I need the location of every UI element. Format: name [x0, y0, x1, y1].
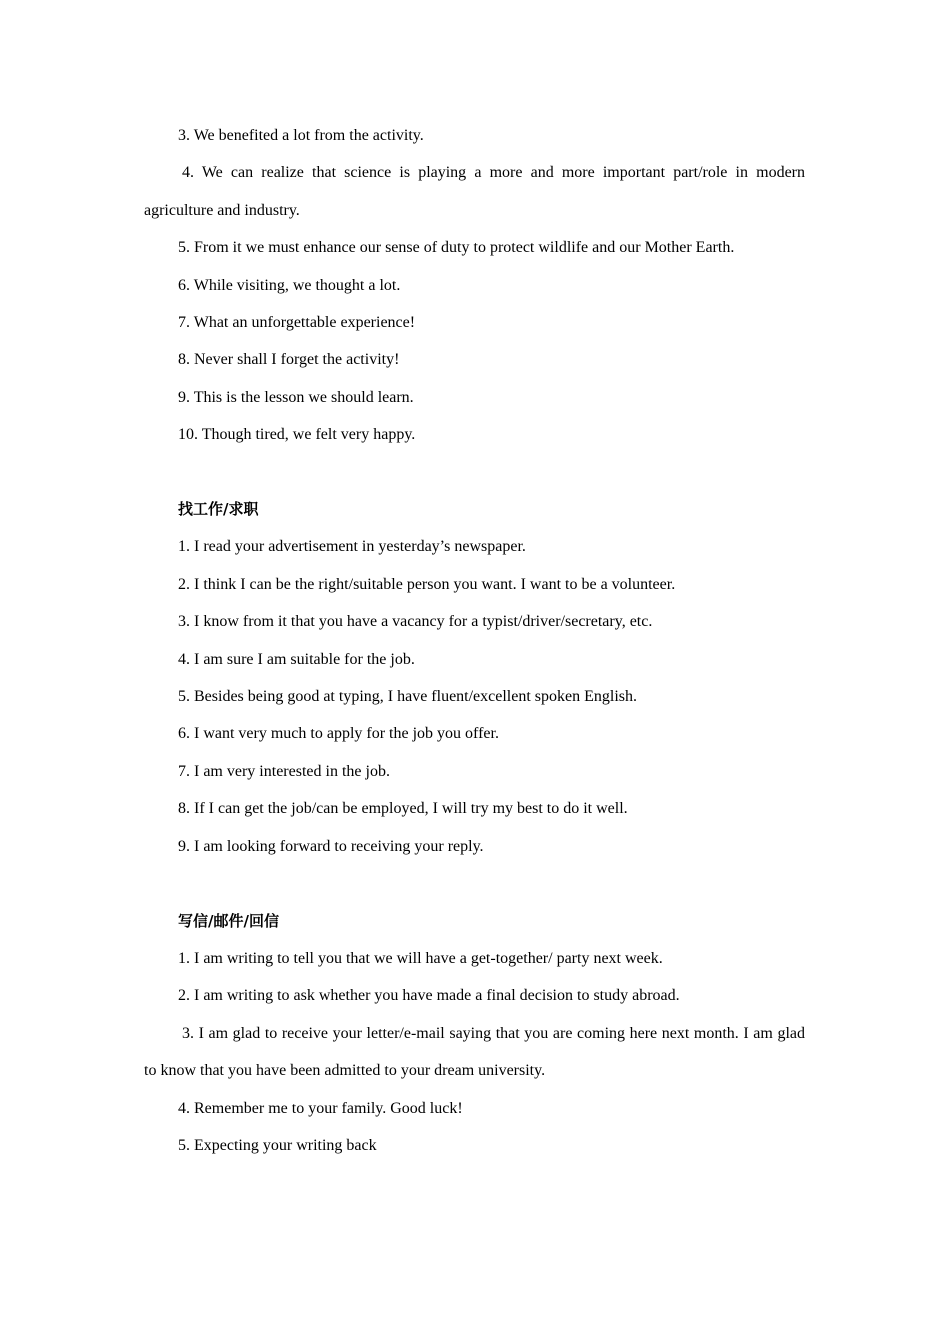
sentence-item: 2. I think I can be the right/suitable person you want. I want to be a volunteer.	[178, 575, 676, 593]
section-job-application	[144, 491, 805, 865]
sentence-item: 6. I want very much to apply for the job you offer.	[178, 725, 499, 743]
sentence-item: 8. If I can get the job/can be employed, I will try my best to do it well.	[178, 800, 628, 818]
sentence-item: 3. We benefited a lot from the activity.	[178, 127, 424, 144]
sentence-item: 10. Though tired, we felt very happy.	[178, 426, 416, 444]
sentence-item: 9. This is the lesson we should learn.	[178, 388, 414, 406]
blank-line	[144, 865, 805, 902]
sentence-item: 7. What an unforgettable experience!	[178, 314, 416, 332]
sentence-item: 8. Never shall I forget the activity!	[178, 351, 400, 369]
sentence-item: 7. I am very interested in the job.	[178, 762, 390, 780]
sentence-item: 6. While visiting, we thought a lot.	[178, 276, 401, 294]
section-activity-reflections	[144, 117, 805, 454]
section-letter-writing	[144, 903, 805, 1165]
sentence-item: 3. I am glad to receive your letter/e-mail saying that you are coming here next month. I am glad to know that you have been admitted to your dream university.	[144, 1024, 805, 1080]
sentence-item: 5. Expecting your writing back	[178, 1136, 377, 1154]
sentence-item: 2. I am writing to ask whether you have made a final decision to study abroad.	[178, 987, 680, 1005]
sentence-item: 9. I am looking forward to receiving your reply.	[178, 837, 484, 855]
sentence-item: 5. From it we must enhance our sense of duty to protect wildlife and our Mother Earth.	[178, 239, 735, 257]
sentence-item: 4. We can realize that science is playing a more and more important part/role in modern agriculture and industry.	[144, 164, 805, 219]
sentence-item: 1. I read your advertisement in yesterday’s newspaper.	[178, 538, 526, 556]
sentence-item: 1. I am writing to tell you that we will have a get-together/ party next week.	[178, 949, 663, 967]
sentence-item: 4. I am sure I am suitable for the job.	[178, 650, 415, 668]
section-heading: 找工作/求职	[178, 500, 259, 519]
section-heading: 写信/邮件/回信	[178, 911, 279, 930]
document-body	[144, 117, 805, 1164]
sentence-item: 3. I know from it that you have a vacancy for a typist/driver/secretary, etc.	[178, 613, 653, 631]
sentence-item: 4. Remember me to your family. Good luck!	[178, 1099, 463, 1117]
sentence-item: 5. Besides being good at typing, I have fluent/excellent spoken English.	[178, 688, 638, 706]
blank-line	[144, 454, 805, 491]
